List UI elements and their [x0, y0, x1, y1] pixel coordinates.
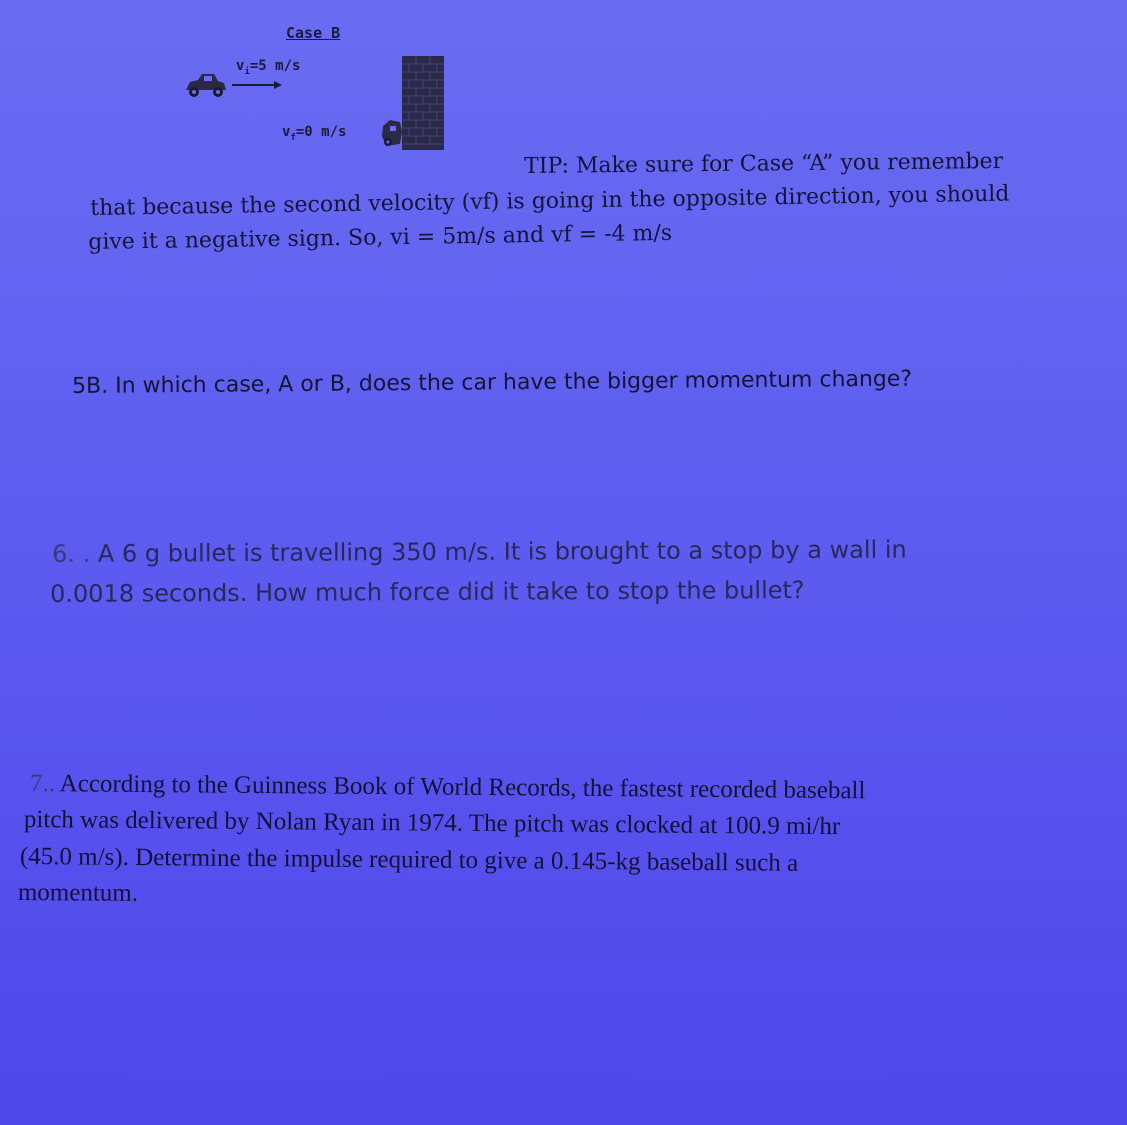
question-6-number: 6. . [52, 539, 91, 568]
car-icon [182, 70, 228, 100]
initial-velocity-label [236, 58, 300, 77]
vi-subscript: i [244, 66, 250, 77]
question-5b: 5B. In which case, A or B, does the car have the bigger momentum change? [72, 366, 913, 399]
vf-value: =0 m/s [295, 124, 347, 140]
question-7-line-1 [30, 770, 866, 805]
question-7-text-1: According to the Guinness Book of World Records, the fastest recorded baseball [54, 770, 866, 805]
question-7-line-4: momentum. [17, 879, 139, 907]
vi-value: =5 m/s [249, 58, 301, 74]
vi-symbol: v [236, 58, 245, 74]
question-6-line-1 [52, 536, 907, 568]
question-7-line-3: (45.0 m/s). Determine the impulse required to give a 0.145-kg baseball such a [19, 843, 799, 877]
case-b-title: Case B [286, 24, 341, 42]
question-7-number: 7.. [29, 770, 55, 798]
tip-line-1: TIP: Make sure for Case “A” you remember [524, 148, 1004, 179]
final-velocity-label [282, 124, 346, 143]
vf-subscript: f [290, 132, 296, 143]
brick-wall-icon [402, 56, 444, 150]
velocity-arrow-icon [232, 80, 282, 90]
question-7-line-2: pitch was delivered by Nolan Ryan in 1974. The pitch was clocked at 100.9 mi/hr [23, 806, 841, 841]
question-6-line-2: 0.0018 seconds. How much force did it take to stop the bullet? [50, 576, 805, 608]
tip-line-2: that because the second velocity (vf) is going in the opposite direction, you should [90, 181, 1010, 221]
question-6-text-1: A 6 g bullet is travelling 350 m/s. It is brought to a stop by a wall in [90, 535, 907, 568]
crashed-car-icon [380, 118, 404, 148]
vf-symbol: v [282, 124, 291, 140]
tip-line-3: give it a negative sign. So, vi = 5m/s and vf = -4 m/s [88, 220, 673, 255]
